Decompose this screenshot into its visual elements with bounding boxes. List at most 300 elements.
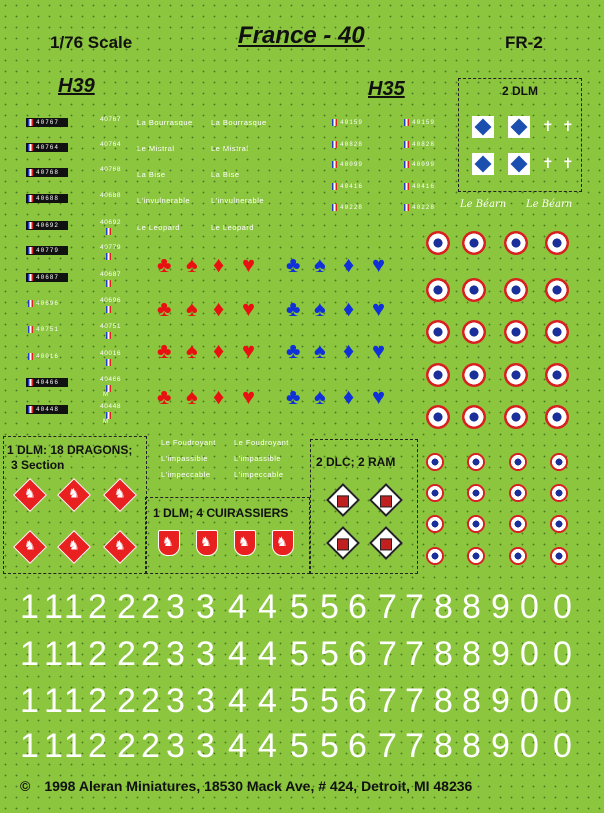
- h35-plate: [402, 182, 450, 191]
- diamond-suit-icon: ♦: [343, 252, 355, 277]
- h39-small-number: [100, 403, 121, 425]
- plate-number: 40016: [36, 353, 60, 360]
- h39-name: L'invulnerable: [137, 196, 191, 205]
- roundel-icon: [550, 484, 568, 502]
- roundel-icon: [545, 231, 569, 255]
- flag-icon: [106, 385, 111, 392]
- plate-number: 40416: [340, 183, 364, 190]
- roundel-icon: [509, 453, 527, 471]
- roundel-icon: [550, 453, 568, 471]
- digit-decal: 2: [88, 588, 107, 626]
- h39-plate: [26, 273, 68, 282]
- flag-icon: [106, 253, 111, 260]
- flag-icon: [106, 306, 111, 313]
- horse-icon: ♞: [276, 534, 288, 549]
- dragons-label-1: 1 DLM: 18 DRAGONS;: [7, 443, 133, 457]
- spade-icon: ♠: [314, 384, 326, 409]
- digit-decal: 8: [434, 727, 453, 765]
- small-number-text: 40696: [100, 297, 122, 304]
- ram-emblem-icon: [380, 495, 392, 507]
- h39-small-number: [100, 244, 121, 260]
- plate-number: 40159: [412, 119, 436, 126]
- roundel-icon: [509, 484, 527, 502]
- dragon-icon: ♞: [114, 537, 126, 553]
- diamond-icon: [511, 156, 528, 173]
- digit-decal: 3: [196, 635, 215, 673]
- roundel-icon: [545, 363, 569, 387]
- h39-small-number: [100, 116, 121, 123]
- roundel-icon: [426, 405, 450, 429]
- digit-decal: 5: [320, 635, 339, 673]
- h39-heading: H39: [58, 75, 95, 97]
- digit-decal: 0: [520, 635, 539, 673]
- h39-small-number: [100, 323, 121, 339]
- flag-icon: [332, 119, 337, 126]
- heart-icon: ♥: [372, 252, 386, 277]
- h39-plate: [26, 352, 68, 361]
- plate-number: 40416: [412, 183, 436, 190]
- spade-icon: ♠: [314, 252, 326, 277]
- plate-number: 40687: [36, 274, 60, 281]
- copyright-symbol: ©: [20, 778, 31, 794]
- digit-decal: 8: [462, 682, 481, 720]
- roundel-icon: [462, 405, 486, 429]
- digit-decal: 7: [405, 588, 424, 626]
- roundel-icon: [545, 320, 569, 344]
- h35-plate: [330, 118, 378, 127]
- cross-icon: ✝: [542, 155, 554, 171]
- h39-small-number: [100, 297, 121, 313]
- roundel-icon: [462, 363, 486, 387]
- digit-decal: 6: [348, 682, 367, 720]
- plate-number: 40767: [36, 119, 60, 126]
- dragon-icon: ♞: [24, 537, 36, 553]
- digit-decal: 4: [258, 682, 277, 720]
- diamond-icon: [475, 119, 492, 136]
- plate-number: 40448: [36, 406, 60, 413]
- roundel-icon: [426, 515, 444, 533]
- club-icon: ♣: [157, 384, 172, 409]
- roundel-icon: [504, 278, 528, 302]
- club-icon: ♣: [286, 338, 301, 363]
- h39-plate: [26, 168, 68, 177]
- digit-decal: 1: [44, 635, 63, 673]
- digit-decal: 4: [228, 635, 247, 673]
- h35-plate: [330, 140, 378, 149]
- digit-decal: 2: [141, 588, 160, 626]
- h39-plate: [26, 378, 68, 387]
- heart-icon: ♥: [372, 338, 386, 363]
- digit-decal: 4: [258, 588, 277, 626]
- h39-name: L'invulnerable: [211, 196, 265, 205]
- plate-number: 40099: [340, 161, 364, 168]
- digit-decal: 8: [434, 588, 453, 626]
- roundel-icon: [509, 515, 527, 533]
- digit-decal: 4: [228, 727, 247, 765]
- small-number-text: 40692: [100, 219, 122, 226]
- small-number-text: 40448: [100, 403, 122, 410]
- digit-decal: 7: [378, 682, 397, 720]
- dlm2-label: 2 DLM: [502, 84, 538, 98]
- small-number-text: 40779: [100, 244, 122, 251]
- cross-icon: ✝: [562, 118, 574, 134]
- flag-icon: [106, 332, 111, 339]
- cuirassier-shield-icon: [272, 530, 294, 556]
- plate-number: 40751: [36, 326, 60, 333]
- digit-decal: 9: [491, 682, 510, 720]
- digit-decal: 3: [196, 727, 215, 765]
- digit-decal: 1: [20, 635, 39, 673]
- digit-decal: 1: [44, 588, 63, 626]
- digit-decal: 2: [141, 635, 160, 673]
- diamond-suit-icon: ♦: [213, 252, 225, 277]
- digit-decal: 3: [196, 588, 215, 626]
- horse-icon: ♞: [200, 534, 212, 549]
- cross-icon: ✝: [562, 155, 574, 171]
- flag-icon: [332, 204, 337, 211]
- diamond-suit-icon: ♦: [213, 384, 225, 409]
- small-number-text: 40751: [100, 323, 122, 330]
- roundel-icon: [504, 363, 528, 387]
- small-number-text: 40016: [100, 350, 122, 357]
- digit-decal: 1: [64, 635, 83, 673]
- digit-decal: 2: [117, 682, 136, 720]
- dlm-diamond-insignia: [472, 116, 494, 138]
- cuirassier-shield-icon: [158, 530, 180, 556]
- digit-decal: 8: [434, 682, 453, 720]
- dragon-icon: ♞: [24, 485, 36, 501]
- roundel-icon: [462, 278, 486, 302]
- dlm-diamond-insignia: [508, 153, 530, 175]
- digit-decal: 0: [553, 635, 572, 673]
- cuirassier-shield-icon: [196, 530, 218, 556]
- digit-decal: 8: [462, 635, 481, 673]
- flag-icon: [28, 326, 33, 333]
- h35-plate: [330, 182, 378, 191]
- dlm-diamond-insignia: [472, 153, 494, 175]
- club-icon: ♣: [286, 296, 301, 321]
- digit-decal: 2: [88, 727, 107, 765]
- spade-icon: ♠: [314, 296, 326, 321]
- heart-icon: ♥: [242, 338, 256, 363]
- dlm-diamond-insignia: [508, 116, 530, 138]
- h35-plate: [402, 160, 450, 169]
- digit-decal: 5: [320, 682, 339, 720]
- flag-icon: [28, 144, 33, 151]
- digit-decal: 7: [405, 727, 424, 765]
- flag-icon: [106, 359, 111, 366]
- digit-decal: 4: [228, 682, 247, 720]
- digit-decal: 2: [117, 727, 136, 765]
- h39-name: Le Leopard: [137, 223, 180, 232]
- small-number-text: 40688: [100, 192, 122, 199]
- h39-plate: [26, 299, 68, 308]
- flag-icon: [404, 183, 409, 190]
- roundel-icon: [426, 231, 450, 255]
- digit-decal: 2: [117, 588, 136, 626]
- digit-decal: 7: [405, 682, 424, 720]
- roundel-icon: [550, 515, 568, 533]
- scale-label: 1/76 Scale: [50, 33, 133, 52]
- plate-number: 40764: [36, 144, 60, 151]
- digit-decal: 6: [348, 727, 367, 765]
- digit-decal: 9: [491, 588, 510, 626]
- h39-small-number: [100, 376, 121, 398]
- digit-decal: 1: [20, 682, 39, 720]
- spade-icon: ♠: [186, 252, 198, 277]
- plate-number: 40692: [36, 222, 60, 229]
- roundel-icon: [426, 363, 450, 387]
- roundel-icon: [504, 405, 528, 429]
- flag-icon: [28, 222, 33, 229]
- h39-small-number: [100, 166, 121, 173]
- plate-number: 40779: [36, 247, 60, 254]
- digit-decal: 3: [166, 682, 185, 720]
- diamond-suit-icon: ♦: [343, 338, 355, 363]
- small-number-text: 40466: [100, 376, 122, 383]
- ram-emblem-icon: [380, 538, 392, 550]
- h35-plate: [402, 203, 450, 212]
- roundel-icon: [462, 231, 486, 255]
- flag-icon: [28, 247, 33, 254]
- plate-number: 40228: [412, 204, 436, 211]
- h35-plate: [402, 118, 450, 127]
- flag-icon: [332, 141, 337, 148]
- m-mark: M: [103, 419, 109, 425]
- digit-decal: 0: [520, 682, 539, 720]
- flag-icon: [28, 300, 33, 307]
- digit-decal: 5: [320, 588, 339, 626]
- dlc2-label: 2 DLC; 2 RAM: [316, 455, 396, 469]
- flag-icon: [28, 406, 33, 413]
- flag-icon: [404, 119, 409, 126]
- flag-icon: [106, 228, 111, 235]
- roundel-icon: [467, 547, 485, 565]
- h39-name: La Bourrasque: [211, 118, 267, 127]
- diamond-suit-icon: ♦: [213, 296, 225, 321]
- plate-number: 40099: [412, 161, 436, 168]
- sheet-code: FR-2: [505, 33, 543, 52]
- h39-plate: [26, 194, 68, 203]
- h39-plate: [26, 221, 68, 230]
- h39-small-number: [100, 350, 121, 366]
- diamond-icon: [511, 119, 528, 136]
- heart-icon: ♥: [242, 296, 256, 321]
- digit-decal: 5: [290, 635, 309, 673]
- h39-name: La Bise: [137, 170, 166, 179]
- h39-name: Le Mistral: [211, 144, 249, 153]
- club-icon: ♣: [286, 252, 301, 277]
- roundel-icon: [550, 547, 568, 565]
- flag-icon: [106, 412, 111, 419]
- digit-decal: 0: [553, 682, 572, 720]
- roundel-icon: [509, 547, 527, 565]
- dragons-label-2: 3 Section: [11, 458, 65, 472]
- digit-decal: 9: [491, 635, 510, 673]
- plate-number: 40228: [340, 204, 364, 211]
- digit-decal: 2: [88, 635, 107, 673]
- flag-icon: [28, 353, 33, 360]
- club-icon: ♣: [157, 252, 172, 277]
- flag-icon: [404, 204, 409, 211]
- plate-number: 40696: [36, 300, 60, 307]
- small-number-text: 40767: [100, 116, 122, 123]
- heart-icon: ♥: [372, 296, 386, 321]
- plate-number: 40159: [340, 119, 364, 126]
- plate-number: 40768: [36, 169, 60, 176]
- digit-decal: 5: [290, 682, 309, 720]
- digit-decal: 3: [166, 588, 185, 626]
- digit-decal: 7: [378, 588, 397, 626]
- h35-plate: [402, 140, 450, 149]
- digit-decal: 1: [64, 682, 83, 720]
- diamond-suit-icon: ♦: [343, 384, 355, 409]
- diamond-suit-icon: ♦: [343, 296, 355, 321]
- h39-plate: [26, 246, 68, 255]
- digit-decal: 8: [434, 635, 453, 673]
- digit-decal: 2: [88, 682, 107, 720]
- roundel-icon: [545, 405, 569, 429]
- flag-icon: [332, 183, 337, 190]
- cuirassier-shield-icon: [234, 530, 256, 556]
- ram-emblem-icon: [337, 538, 349, 550]
- heart-icon: ♥: [242, 384, 256, 409]
- h39-plate: [26, 405, 68, 414]
- digit-decal: 9: [491, 727, 510, 765]
- h39-name: Le Leopard: [211, 223, 254, 232]
- spade-icon: ♠: [314, 338, 326, 363]
- roundel-icon: [467, 484, 485, 502]
- roundel-icon: [545, 278, 569, 302]
- roundel-icon: [462, 320, 486, 344]
- flag-icon: [106, 280, 111, 287]
- sheet-title: France - 40: [238, 22, 365, 49]
- horse-icon: ♞: [238, 534, 250, 549]
- roundel-icon: [426, 320, 450, 344]
- ram-emblem-icon: [337, 495, 349, 507]
- cross-icon: ✝: [542, 118, 554, 134]
- digit-decal: 5: [290, 588, 309, 626]
- digit-decal: 5: [320, 727, 339, 765]
- roundel-icon: [504, 231, 528, 255]
- h39-name: La Bourrasque: [137, 118, 193, 127]
- plate-number: 40828: [412, 141, 436, 148]
- digit-decal: 5: [290, 727, 309, 765]
- club-icon: ♣: [286, 384, 301, 409]
- h39-name: La Bise: [211, 170, 240, 179]
- digit-decal: 1: [64, 588, 83, 626]
- digit-decal: 2: [141, 727, 160, 765]
- digit-decal: 1: [64, 727, 83, 765]
- footer-copyright: [20, 778, 472, 794]
- digit-decal: 7: [378, 635, 397, 673]
- roundel-icon: [467, 453, 485, 471]
- name2: Le Foudroyant: [161, 438, 216, 447]
- plate-number: 40466: [36, 379, 60, 386]
- h39-small-number: [100, 141, 121, 148]
- roundel-icon: [426, 484, 444, 502]
- h39-plate: [26, 143, 68, 152]
- digit-decal: 0: [520, 588, 539, 626]
- roundel-icon: [426, 453, 444, 471]
- flag-icon: [404, 141, 409, 148]
- flag-icon: [28, 119, 33, 126]
- cuirassiers-label: 1 DLM; 4 CUIRASSIERS: [153, 506, 289, 520]
- name2: L'impassible: [234, 454, 282, 463]
- flag-icon: [28, 195, 33, 202]
- digit-decal: 7: [405, 635, 424, 673]
- digit-decal: 1: [20, 727, 39, 765]
- h39-small-number: [100, 219, 121, 235]
- spade-icon: ♠: [186, 338, 198, 363]
- dragon-icon: ♞: [68, 485, 80, 501]
- digit-decal: 4: [258, 727, 277, 765]
- flag-icon: [28, 169, 33, 176]
- m-mark: M: [103, 392, 109, 398]
- digit-decal: 3: [166, 635, 185, 673]
- digit-decal: 6: [348, 588, 367, 626]
- digit-decal: 1: [44, 682, 63, 720]
- name2: L'impeccable: [161, 470, 211, 479]
- roundel-icon: [504, 320, 528, 344]
- digit-decal: 6: [348, 635, 367, 673]
- h39-small-number: [100, 192, 121, 199]
- script-name-2: Le Béarn: [526, 199, 573, 210]
- flag-icon: [404, 161, 409, 168]
- digit-decal: 3: [166, 727, 185, 765]
- plate-number: 40688: [36, 195, 60, 202]
- h35-plate: [330, 203, 378, 212]
- roundel-icon: [426, 547, 444, 565]
- name2: L'impeccable: [234, 470, 284, 479]
- dragon-icon: ♞: [114, 485, 126, 501]
- roundel-icon: [426, 278, 450, 302]
- flag-icon: [28, 379, 33, 386]
- digit-decal: 0: [553, 727, 572, 765]
- digit-decal: 4: [258, 635, 277, 673]
- roundel-icon: [467, 515, 485, 533]
- flag-icon: [28, 274, 33, 281]
- heart-icon: ♥: [242, 252, 256, 277]
- small-number-text: 40764: [100, 141, 122, 148]
- h35-heading: H35: [368, 78, 405, 100]
- name2: L'impassible: [161, 454, 209, 463]
- digit-decal: 3: [196, 682, 215, 720]
- h35-plate: [330, 160, 378, 169]
- digit-decal: 0: [553, 588, 572, 626]
- dragon-icon: ♞: [68, 537, 80, 553]
- h39-small-number: [100, 271, 121, 287]
- club-icon: ♣: [157, 338, 172, 363]
- digit-decal: 2: [141, 682, 160, 720]
- flag-icon: [332, 161, 337, 168]
- h39-name: Le Mistral: [137, 144, 175, 153]
- digit-decal: 2: [117, 635, 136, 673]
- name2: Le Foudroyant: [234, 438, 289, 447]
- heart-icon: ♥: [372, 384, 386, 409]
- script-name-1: Le Béarn: [460, 199, 507, 210]
- small-number-text: 40687: [100, 271, 122, 278]
- digit-decal: 0: [520, 727, 539, 765]
- h39-plate: [26, 325, 68, 334]
- digit-decal: 8: [462, 727, 481, 765]
- horse-icon: ♞: [162, 534, 174, 549]
- diamond-icon: [475, 156, 492, 173]
- spade-icon: ♠: [186, 296, 198, 321]
- footer-text: 1998 Aleran Miniatures, 18530 Mack Ave, # 424, Detroit, MI 48236: [44, 778, 473, 794]
- diamond-suit-icon: ♦: [213, 338, 225, 363]
- digit-decal: 1: [20, 588, 39, 626]
